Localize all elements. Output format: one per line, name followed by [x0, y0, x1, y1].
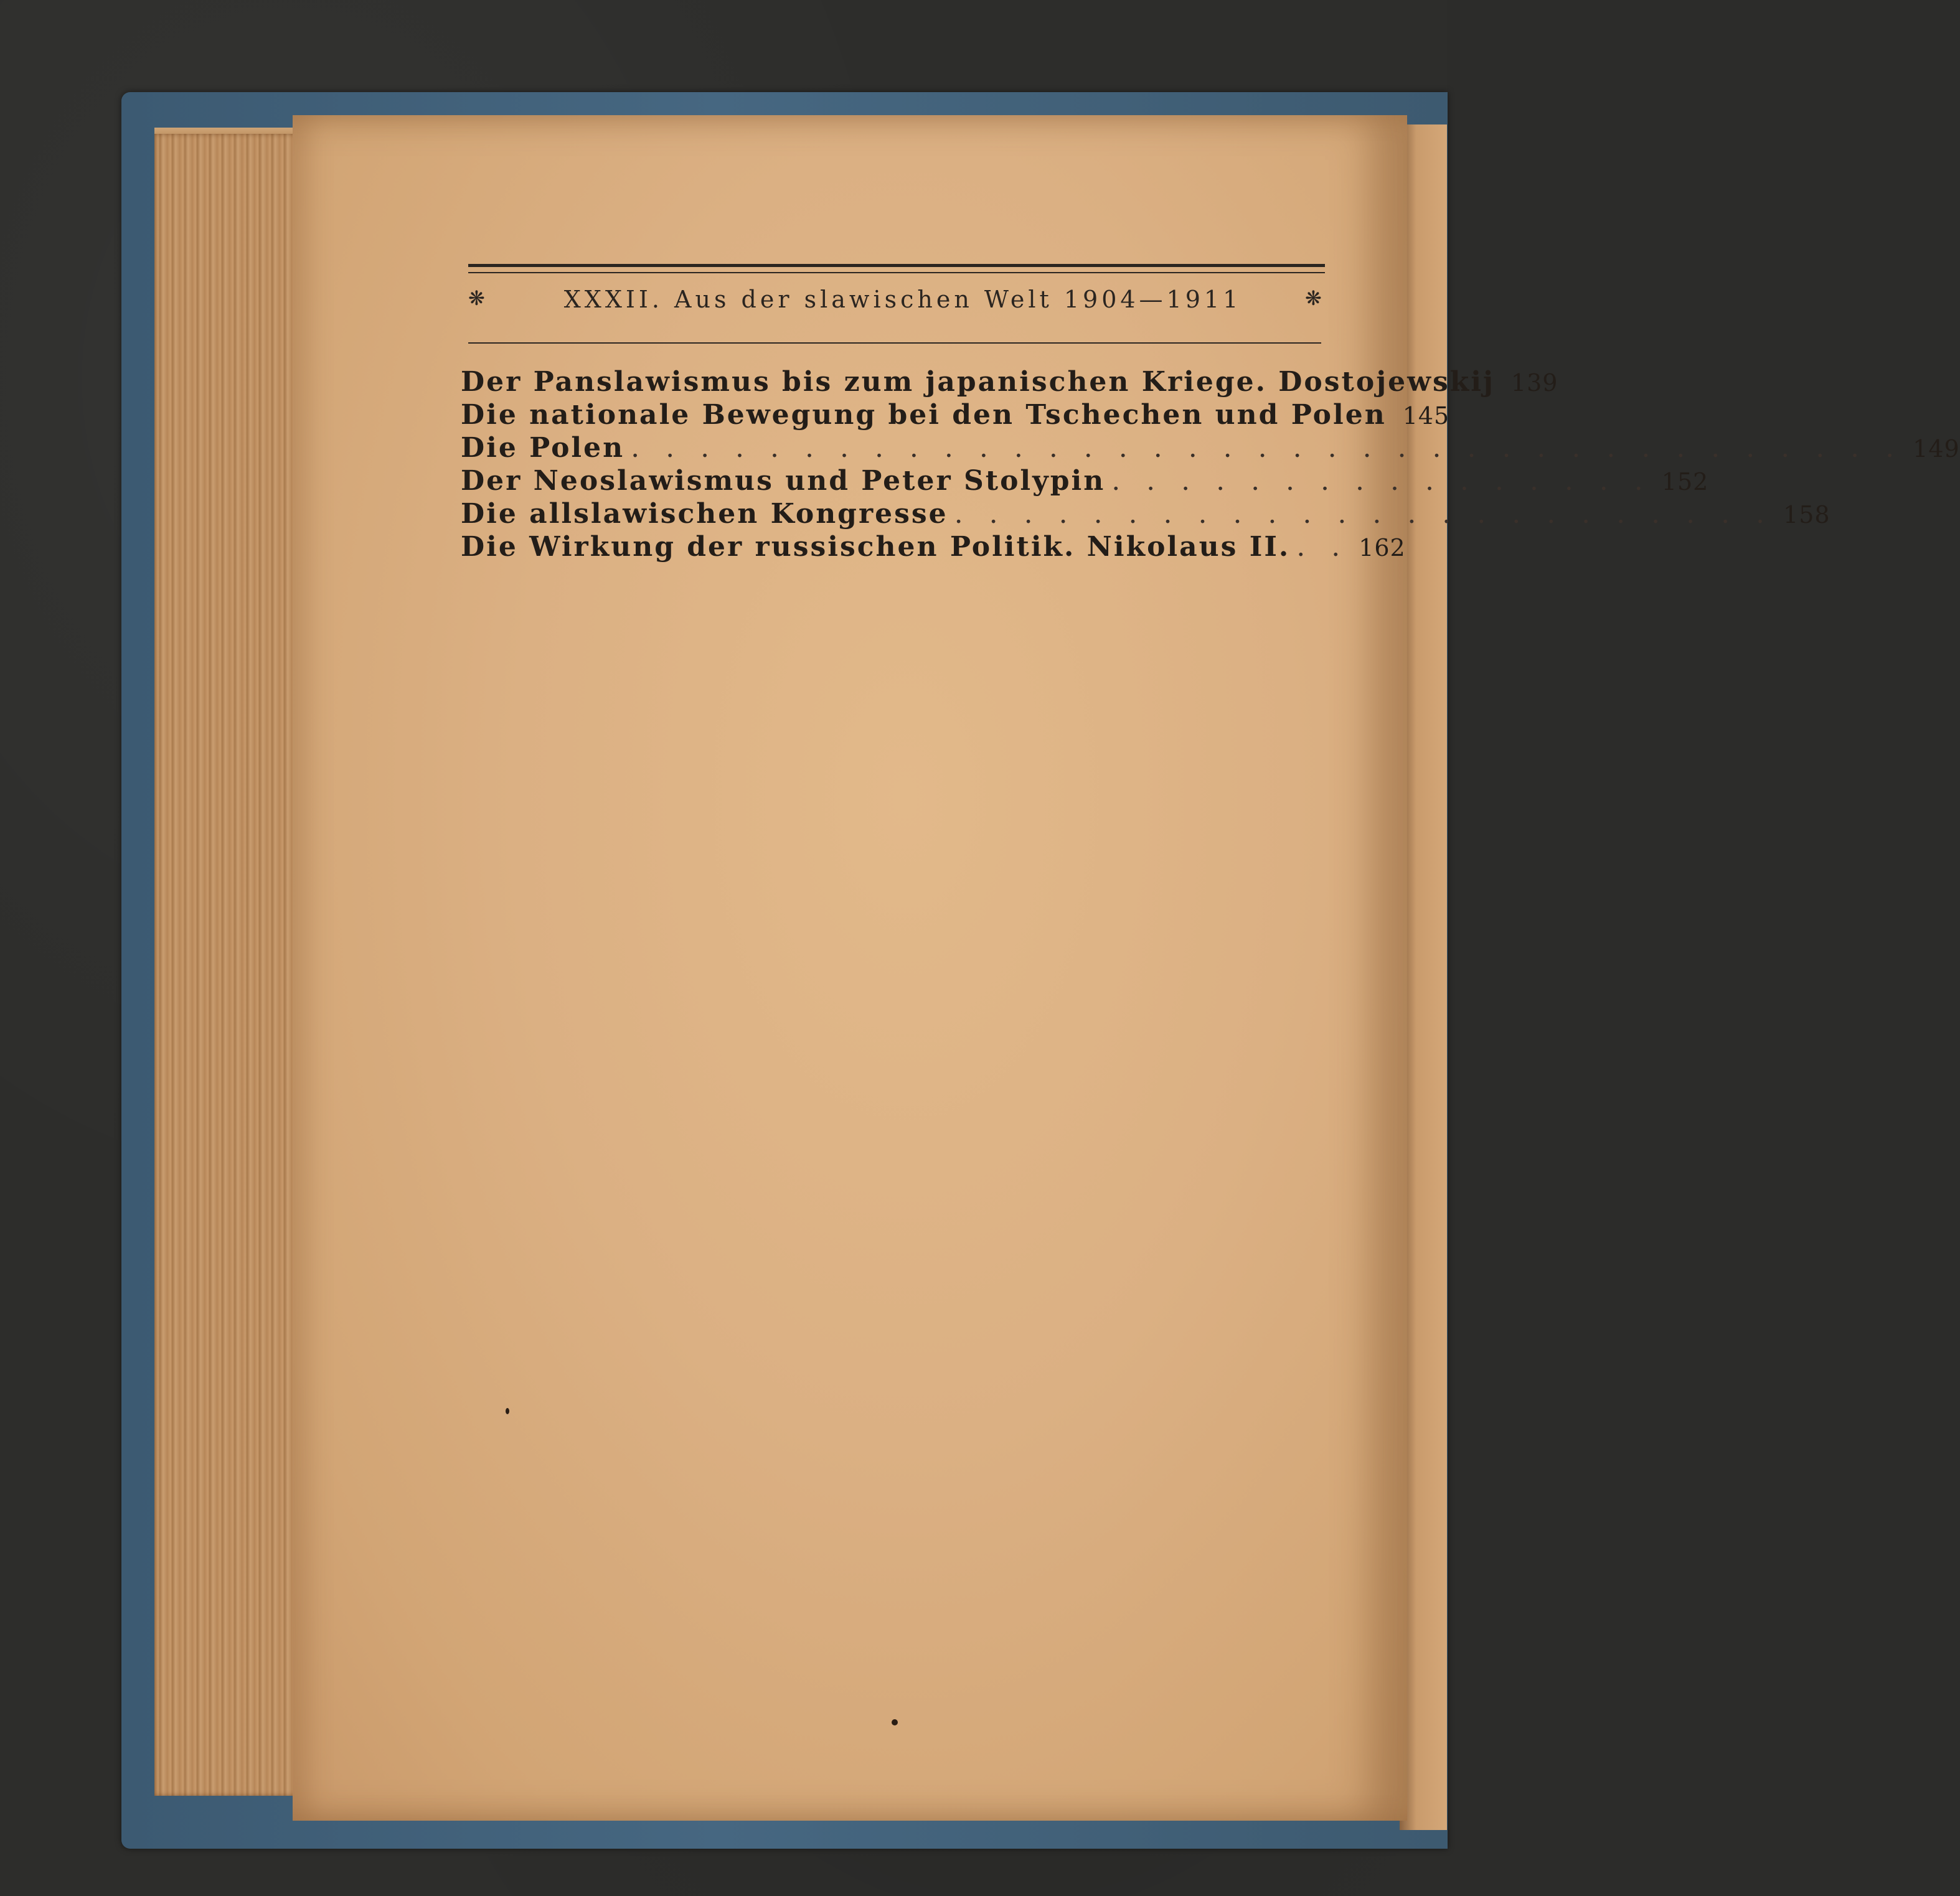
toc-entry-title: Die Wirkung der russischen Politik. Nikolaus II.: [461, 531, 1291, 563]
paper-speck: [892, 1719, 898, 1725]
toc-entry: [461, 432, 1960, 465]
header-rule-thin: [468, 272, 1325, 273]
toc-entry-leader: . . . . . . . . . . . . . . . .: [1111, 465, 1652, 497]
toc-entry: [461, 531, 1406, 564]
running-head: XXXII. Aus der slawischen Welt 1904—1911: [563, 286, 1242, 313]
toc-entry: [461, 465, 1709, 498]
ornament-left-icon: ❋: [468, 286, 485, 310]
toc-entry-leader: . .: [1296, 531, 1349, 563]
toc-entry-title: Der Panslawismus bis zum japanischen Kriege. Dostojewskij: [461, 366, 1495, 398]
toc-entry-page: 162: [1359, 534, 1406, 561]
toc-entry-title: Der Neoslawismus und Peter Stolypin: [461, 465, 1106, 497]
paper-speck: [506, 1408, 509, 1414]
toc-entry-title: Die allslawischen Kongresse: [461, 498, 948, 530]
toc-entry-page: 145: [1402, 402, 1450, 429]
toc-entry-page: 139: [1510, 369, 1558, 397]
header-rule-thick: [468, 264, 1325, 267]
toc-entry-page: 158: [1783, 501, 1830, 528]
toc-entry-leader: . . . . . . . . . . . . . . . . . . . . . . . . . . . . . . . . . . . . .: [631, 432, 1903, 464]
toc-entry-page: 152: [1661, 468, 1709, 495]
toc-entry-title: Die Polen: [461, 432, 625, 464]
page-edges: [154, 134, 310, 1796]
toc-entry-title: Die nationale Bewegung bei den Tschechen und Polen: [461, 399, 1387, 431]
toc-entry: [461, 366, 1558, 399]
ornament-right-icon: ❋: [1305, 286, 1322, 310]
toc-entry-leader: . . . . . . . . . . . . . . . . . . . . . . . .: [954, 498, 1774, 530]
toc-entry-page: 149: [1913, 435, 1960, 462]
table-of-contents: [461, 366, 1960, 564]
toc-entry: [461, 399, 1450, 432]
toc-entry: [461, 498, 1830, 531]
header-rule-bottom: [468, 342, 1321, 344]
